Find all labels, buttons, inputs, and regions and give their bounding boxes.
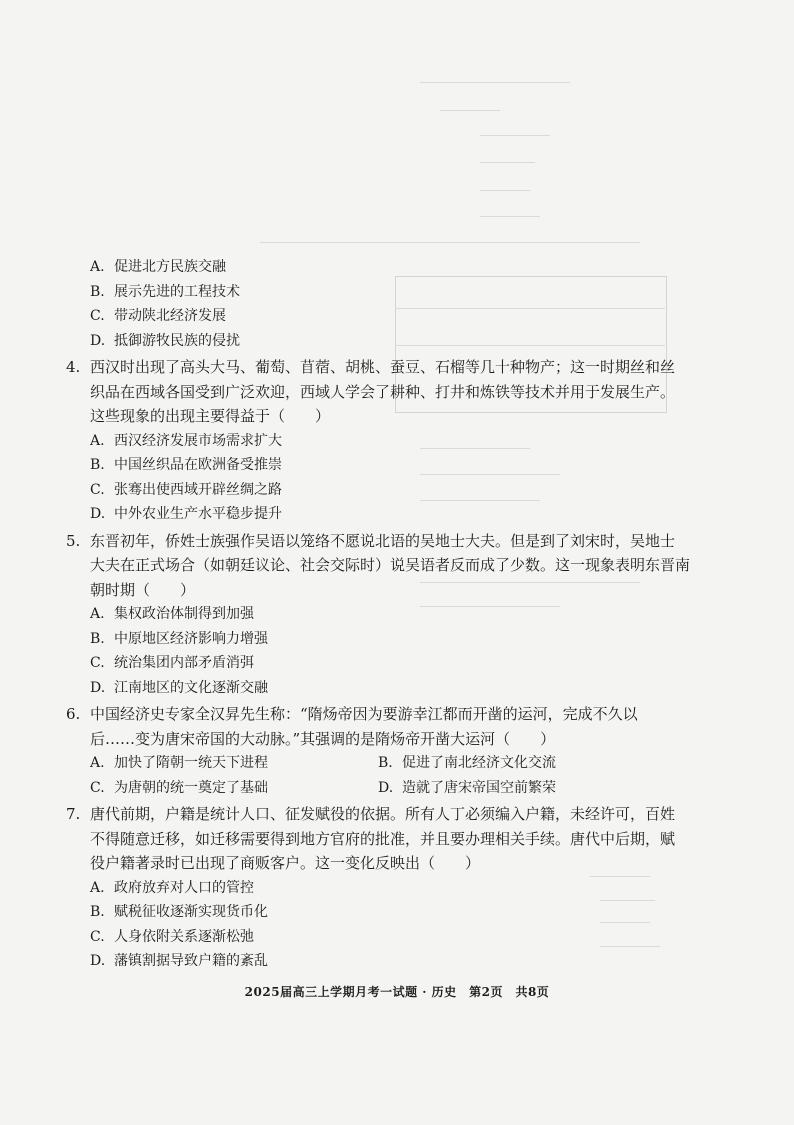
- q3-option-d[interactable]: D. 抵御游牧民族的侵扰: [90, 332, 240, 349]
- q5-stem: [66, 529, 691, 603]
- q7-number: 7.: [66, 805, 81, 823]
- q6-stem-line: 后……变为唐宋帝国的大动脉。”其强调的是隋炀帝开凿大运河（ ）: [90, 729, 556, 748]
- q4-option-a[interactable]: A. 西汉经济发展市场需求扩大: [90, 432, 282, 449]
- q5-option-d[interactable]: D. 江南地区的文化逐渐交融: [90, 679, 268, 696]
- q6-option-c[interactable]: C. 为唐朝的统一奠定了基础: [90, 779, 268, 796]
- q6-stem-line: 中国经济史专家全汉昇先生称：“隋炀帝因为要游幸江都而开凿的运河，完成不久以: [90, 705, 638, 723]
- q5-option-a[interactable]: A. 集权政治体制得到加强: [90, 606, 254, 622]
- q3-options: [66, 255, 666, 353]
- q6-number: 6.: [66, 705, 81, 723]
- q5-stem-line: 大夫在正式场合（如朝廷议论、社会交际时）说吴语者反而成了少数。这一现象表明东晋南: [90, 556, 691, 574]
- page-footer: 2025届高三上学期月考一试题 · 历史 第2页 共8页: [244, 985, 550, 999]
- question-content: [66, 255, 691, 974]
- q7-stem: [66, 802, 676, 876]
- q7-stem-line: 唐代前期，户籍是统计人口、征发赋役的依据。所有人丁必须编入户籍，未经许可，百姓: [90, 805, 676, 823]
- q4-number: 4.: [66, 358, 81, 376]
- q5-stem-line: 朝时期（ ）: [90, 580, 196, 599]
- q6-options-row-2: [66, 776, 666, 801]
- q4-stem-line: 这些现象的出现主要得益于（ ）: [90, 407, 331, 425]
- q3-option-b[interactable]: B. 展示先进的工程技术: [90, 283, 240, 300]
- q7-option-c[interactable]: C. 人身依附关系逐渐松弛: [90, 928, 254, 945]
- q6-options-row-1: [66, 751, 666, 776]
- q5-stem-line: 东晋初年，侨姓士族强作吴语以笼络不愿说北语的吴地士大夫。但是到了刘宋时，吴地士: [90, 531, 676, 550]
- q5-option-c[interactable]: C. 统治集团内部矛盾消弭: [90, 655, 254, 671]
- q4-stem-line: 织品在西域各国受到广泛欢迎，西域人学会了耕种、打井和炼铁等技术并用于发展生产。: [90, 382, 676, 401]
- q4-option-b[interactable]: B. 中国丝织品在欧洲备受推崇: [90, 457, 282, 473]
- q7-option-d[interactable]: D. 藩镇割据导致户籍的紊乱: [90, 953, 268, 969]
- q7-stem-line: 役户籍著录时已出现了商贩客户。这一变化反映出（ ）: [90, 854, 481, 872]
- q4-option-d[interactable]: D. 中外农业生产水平稳步提升: [90, 506, 282, 522]
- q3-option-c[interactable]: C. 带动陕北经济发展: [90, 308, 226, 324]
- q3-option-a[interactable]: A. 促进北方民族交融: [90, 259, 226, 275]
- q7-stem-line: 不得随意迁移，如迁移需要得到地方官府的批准，并且要办理相关手续。唐代中后期，赋: [90, 829, 676, 848]
- q6-option-b[interactable]: B. 促进了南北经济文化交流: [378, 755, 556, 771]
- q6-option-a[interactable]: A. 加快了隋朝一统天下进程: [90, 755, 268, 771]
- q6-stem: [66, 702, 666, 751]
- q7-option-b[interactable]: B. 赋税征收逐渐实现货币化: [90, 904, 268, 920]
- q6-option-d[interactable]: D. 造就了唐宋帝国空前繁荣: [378, 779, 556, 796]
- q4-stem-line: 西汉时出现了高头大马、葡萄、苜蓿、胡桃、蚕豆、石榴等几十种物产；这一时期丝和丝: [90, 358, 676, 376]
- q5-option-b[interactable]: B. 中原地区经济影响力增强: [90, 630, 268, 647]
- q5-number: 5.: [66, 531, 81, 550]
- q7-option-a[interactable]: A. 政府放弃对人口的管控: [90, 879, 254, 896]
- q4-option-c[interactable]: C. 张骞出使西域开辟丝绸之路: [90, 481, 282, 498]
- q4-stem: [66, 355, 676, 429]
